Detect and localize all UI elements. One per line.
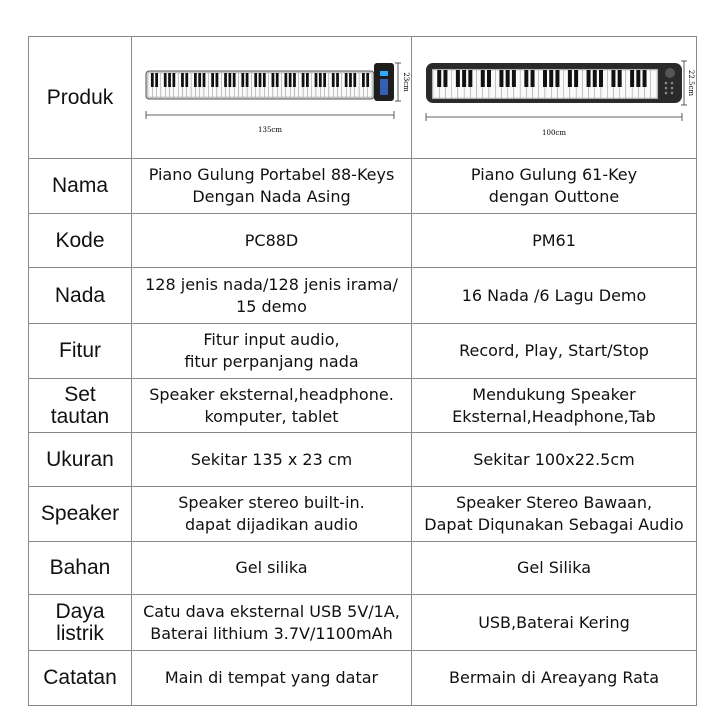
value-b: PM61 <box>412 214 697 268</box>
row-fitur <box>29 324 697 379</box>
row-catatan <box>29 651 697 706</box>
row-daya-listrik <box>29 595 697 651</box>
height-label-b: 22.5cm <box>687 69 695 96</box>
row-produk <box>29 37 697 159</box>
value-a: Speaker eksternal,headphone. komputer, tablet <box>132 379 412 433</box>
value-b: Record, Play, Start/Stop <box>412 324 697 379</box>
label-produk: Produk <box>29 37 132 159</box>
label-ukuran: Ukuran <box>29 433 132 487</box>
row-set-tautan <box>29 379 697 433</box>
value-b: Gel Silika <box>412 542 697 595</box>
value-b: Piano Gulung 61-Key dengan Outtone <box>412 159 697 214</box>
value-b: Speaker Stereo Bawaan, Dapat Diqunakan Sebagai Audio <box>412 487 697 542</box>
length-label-b: 100cm <box>542 128 566 137</box>
spec-table <box>28 36 697 706</box>
value-a: Gel silika <box>132 542 412 595</box>
height-label-a: 23cm <box>401 71 410 92</box>
piano-88-key-image <box>136 53 408 143</box>
value-b: Bermain di Areayang Rata <box>412 651 697 706</box>
row-ukuran <box>29 433 697 487</box>
row-nada <box>29 268 697 324</box>
value-a: 128 jenis nada/128 jenis irama/ 15 demo <box>132 268 412 324</box>
label-set-tautan: Set tautan <box>29 379 132 433</box>
value-a: PC88D <box>132 214 412 268</box>
row-speaker <box>29 487 697 542</box>
label-catatan: Catatan <box>29 651 132 706</box>
value-b: Sekitar 100x22.5cm <box>412 433 697 487</box>
product-image-pm61 <box>412 37 697 159</box>
value-a: Sekitar 135 x 23 cm <box>132 433 412 487</box>
value-a: Catu dava eksternal USB 5V/1A, Baterai lithium 3.7V/1100mAh <box>132 595 412 651</box>
product-image-pc88d <box>132 37 412 159</box>
row-kode <box>29 214 697 268</box>
label-daya-listrik: Daya listrik <box>29 595 132 651</box>
value-a: Fitur input audio, fitur perpanjang nada <box>132 324 412 379</box>
value-a: Main di tempat yang datar <box>132 651 412 706</box>
value-b: USB,Baterai Kering <box>412 595 697 651</box>
row-bahan <box>29 542 697 595</box>
label-kode: Kode <box>29 214 132 268</box>
length-label-a: 135cm <box>257 125 282 134</box>
piano-61-key-image <box>416 53 695 143</box>
row-nama <box>29 159 697 214</box>
label-nama: Nama <box>29 159 132 214</box>
value-a: Piano Gulung Portabel 88-Keys Dengan Nada Asing <box>132 159 412 214</box>
value-b: 16 Nada /6 Lagu Demo <box>412 268 697 324</box>
label-bahan: Bahan <box>29 542 132 595</box>
value-a: Speaker stereo built-in. dapat dijadikan audio <box>132 487 412 542</box>
label-nada: Nada <box>29 268 132 324</box>
value-b: Mendukung Speaker Eksternal,Headphone,Tab <box>412 379 697 433</box>
label-speaker: Speaker <box>29 487 132 542</box>
label-fitur: Fitur <box>29 324 132 379</box>
